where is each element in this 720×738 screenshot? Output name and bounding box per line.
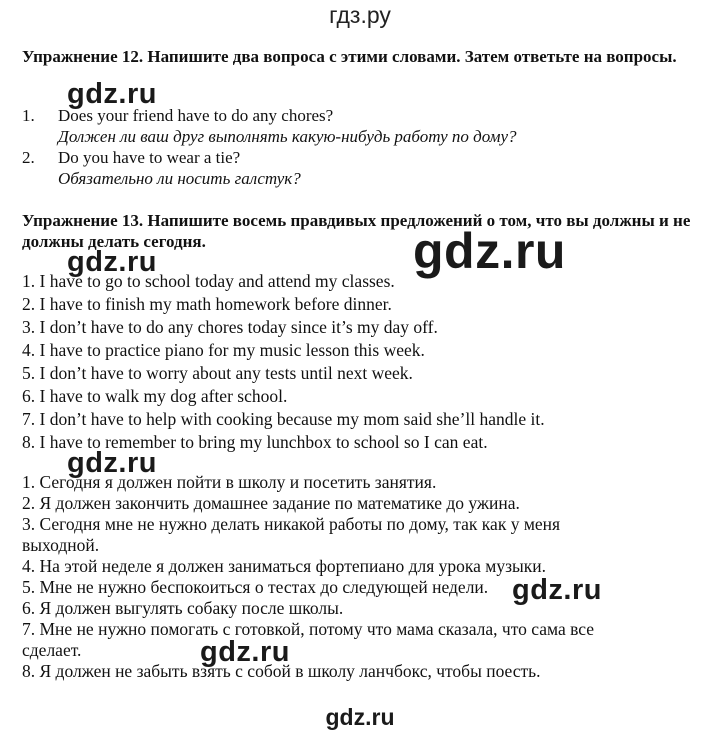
english-sentence: 3. I don’t have to do any chores today since it’s my day off. xyxy=(22,317,438,337)
english-sentence: 2. I have to finish my math homework before dinner. xyxy=(22,294,392,314)
watermark: gdz.ru xyxy=(67,447,157,479)
english-sentence: 5. I don’t have to worry about any tests until next week. xyxy=(22,363,413,383)
watermark: gdz.ru xyxy=(413,223,566,279)
watermark: gdz.ru xyxy=(67,246,157,278)
russian-sentence: 3. Сегодня мне не нужно делать никакой работы по дому, так как у меня xyxy=(22,514,561,534)
russian-sentence: 2. Я должен закончить домашнее задание по математике до ужина. xyxy=(22,493,520,513)
question-russian: Должен ли ваш друг выполнять какую-нибудь работу по дому? xyxy=(58,127,517,146)
english-sentence: 4. I have to practice piano for my music lesson this week. xyxy=(22,340,425,360)
russian-sentence: 4. На этой неделе я должен заниматься фортепиано для урока музыки. xyxy=(22,556,547,576)
site-header: гдз.ру xyxy=(329,2,391,28)
watermark: gdz.ru xyxy=(512,574,602,606)
english-sentence: 8. I have to remember to bring my lunchbox to school so I can eat. xyxy=(22,432,488,452)
question-number: 1. xyxy=(22,106,35,125)
question-russian: Обязательно ли носить галстук? xyxy=(58,169,301,188)
watermark: gdz.ru xyxy=(200,636,290,668)
russian-sentence: 5. Мне не нужно беспокоиться о тестах до следующей недели. xyxy=(22,577,489,597)
russian-sentence: сделает. xyxy=(22,640,82,660)
english-sentence: 1. I have to go to school today and attend my classes. xyxy=(22,271,395,291)
russian-sentence: выходной. xyxy=(22,535,100,555)
question-number: 2. xyxy=(22,148,35,167)
exercise-13-title: Упражнение 13. Напишите восемь правдивых предложений о том, что вы должны и не должны делать сегодня. xyxy=(22,211,691,251)
question-english: Does your friend have to do any chores? xyxy=(58,106,334,125)
question-english: Do you have to wear a tie? xyxy=(58,148,241,167)
russian-sentence: 7. Мне не нужно помогать с готовкой, потому что мама сказала, что сама все xyxy=(22,619,594,639)
footer-watermark: gdz.ru xyxy=(325,704,395,730)
russian-sentence: 1. Сегодня я должен пойти в школу и посетить занятия. xyxy=(22,472,437,492)
russian-sentence: 8. Я должен не забыть взять с собой в школу ланчбокс, чтобы поесть. xyxy=(22,661,541,681)
exercise-12-title: Упражнение 12. Напишите два вопроса с этими словами. Затем ответьте на вопросы. xyxy=(22,47,677,66)
english-sentence: 6. I have to walk my dog after school. xyxy=(22,386,288,406)
english-sentence: 7. I don’t have to help with cooking because my mom said she’ll handle it. xyxy=(22,409,545,429)
russian-sentence: 6. Я должен выгулять собаку после школы. xyxy=(22,598,344,618)
watermark: gdz.ru xyxy=(67,78,157,110)
